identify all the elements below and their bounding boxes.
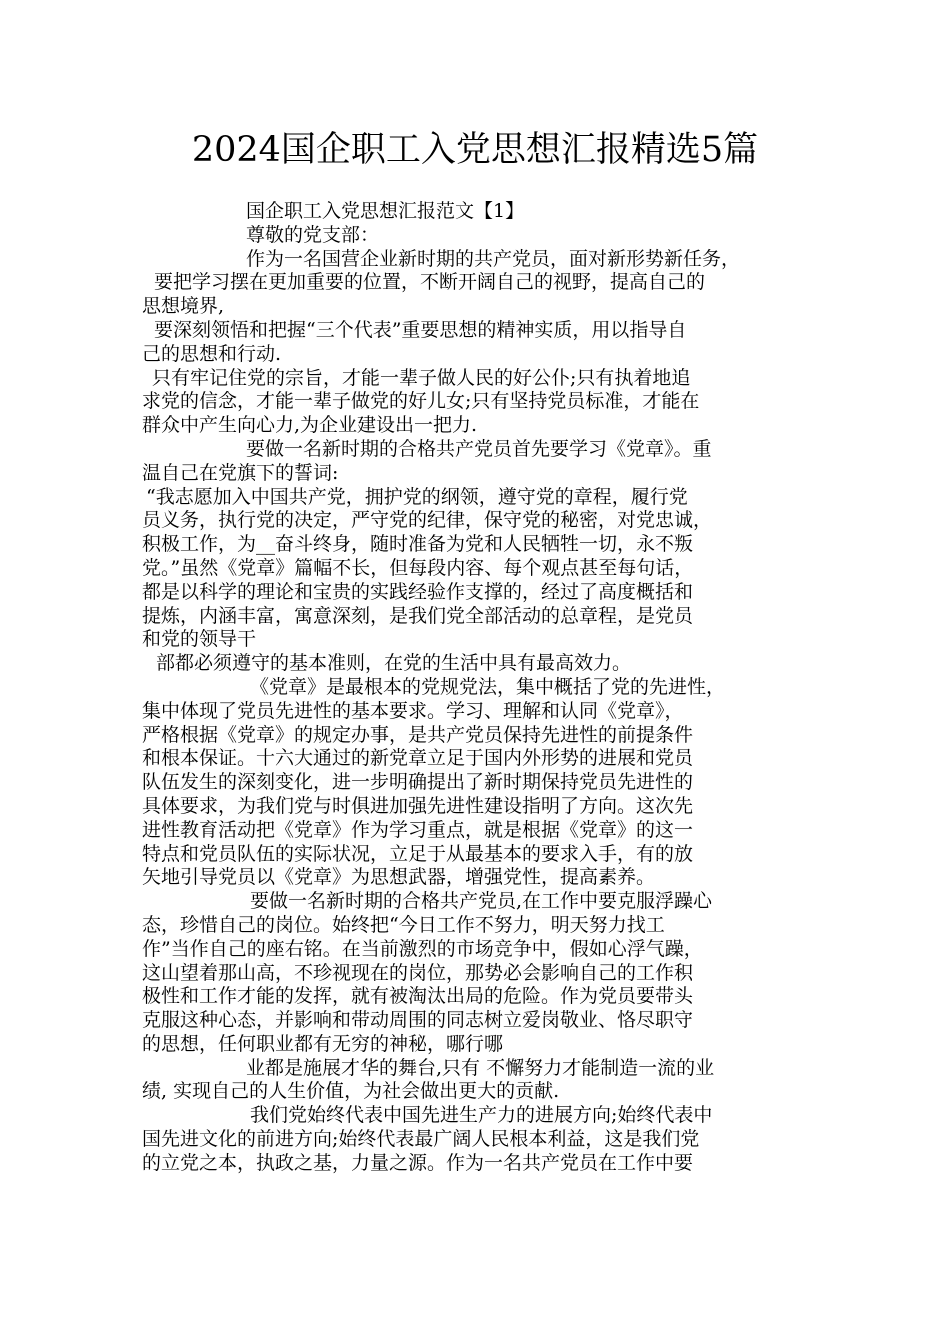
text-line: 特点和党员队伍的实际状况，立足于从最基本的要求入手，有的放 [142,842,694,865]
text-line: 态，珍惜自己的岗位。始终把“今日工作不努力，明天努力找工 [142,913,665,936]
text-line: 《党章》是最根本的党规党法，集中概括了党的先进性， [250,675,726,698]
text-line: 的思想，任何职业都有无穷的神秘，哪行哪 [142,1032,504,1055]
text-line: 思想境界, [142,295,225,318]
text-line: 具体要求，为我们党与时俱进加强先进性建设指明了方向。这次先 [142,794,694,817]
text-line: 绩, 实现自己的人生价值，为社会做出更大的贡献. [142,1080,560,1103]
text-line: 国先进文化的前进方向;始终代表最广阔人民根本利益，这是我们党 [142,1128,700,1151]
text-line: 要把学习摆在更加重要的位置，不断开阔自己的视野，提高自己的 [154,271,706,294]
text-line: 要深刻领悟和把握“三个代表”重要思想的精神实质，用以指导自 [154,318,687,341]
text-line: 积极工作，为__奋斗终身，随时准备为党和人民牺牲一切，永不叛 [142,533,694,556]
section-heading: 国企职工入党思想汇报范文【1】 [246,200,525,222]
text-line: 要做一名新时期的合格共产党员首先要学习《党章》。重 [246,437,712,460]
text-line: 队伍发生的深刻变化，进一步明确提出了新时期保持党员先进性的 [142,771,694,794]
text-line: “我志愿加入中国共产党，拥护党的纲领，遵守党的章程，履行党 [146,485,688,508]
text-line: 群众中产生向心力,为企业建设出一把力. [142,414,478,437]
text-line: 和党的领导干 [142,628,257,651]
text-line: 这山望着那山高，不珍视现在的岗位，那势必会影响自己的工作积 [142,961,694,984]
text-line: 部都必须遵守的基本准则，在党的生活中具有最高效力。 [156,652,632,675]
text-line: 克服这种心态，并影响和带动周围的同志树立爱岗敬业、恪尽职守 [142,1009,694,1032]
text-line: 求党的信念，才能一辈子做党的好儿女;只有坚持党员标准，才能在 [142,390,700,413]
salutation: 尊敬的党支部： [246,223,380,246]
text-line: 的立党之本，执政之基，力量之源。作为一名共产党员在工作中要 [142,1151,694,1174]
text-line: 严格根据《党章》的规定办事，是共产党员保持先进性的前提条件 [142,723,694,746]
text-line: 进性教育活动把《党章》作为学习重点，就是根据《党章》的这一 [142,818,694,841]
text-line: 己的思想和行动. [142,342,282,365]
text-line: 业都是施展才华的舞台,只有 不懈努力才能制造一流的业 [246,1056,715,1079]
text-line: 极性和工作才能的发挥，就有被淘汰出局的危险。作为党员要带头 [142,985,694,1008]
document-title: 2024国企职工入党思想汇报精选5篇 [191,130,759,170]
text-line: 员义务，执行党的决定，严守党的纪律，保守党的秘密，对党忠诚， [142,509,713,532]
text-line: 都是以科学的理论和宝贵的实践经验作支撑的，经过了高度概括和 [142,580,694,603]
document-body [142,200,807,1176]
text-line: 要做一名新时期的合格共产党员,在工作中要克服浮躁心 [250,890,713,913]
text-line: 作为一名国营企业新时期的共产党员，面对新形势新任务， [246,247,741,270]
text-line: 提炼，内涵丰富，寓意深刻，是我们党全部活动的总章程，是党员 [142,604,694,627]
text-line: 作”当作自己的座右铭。在当前激烈的市场竞争中，假如心浮气躁， [142,937,703,960]
text-line: 温自己在党旗下的誓词: [142,461,339,484]
text-line: 党。”虽然《党章》篇幅不长，但每段内容、每个观点甚至每句话， [142,556,694,579]
text-line: 集中体现了党员先进性的基本要求。学习、理解和认同《党章》， [142,699,684,722]
text-line: 和根本保证。十六大通过的新党章立足于国内外形势的进展和党员 [142,747,694,770]
text-line: 我们党始终代表中国先进生产力的进展方向;始终代表中 [250,1104,713,1127]
text-line: 只有牢记住党的宗旨，才能一辈子做人民的好公仆;只有执着地追 [152,366,691,389]
text-line: 矢地引导党员以《党章》为思想武器，增强党性，提高素养。 [142,866,656,889]
